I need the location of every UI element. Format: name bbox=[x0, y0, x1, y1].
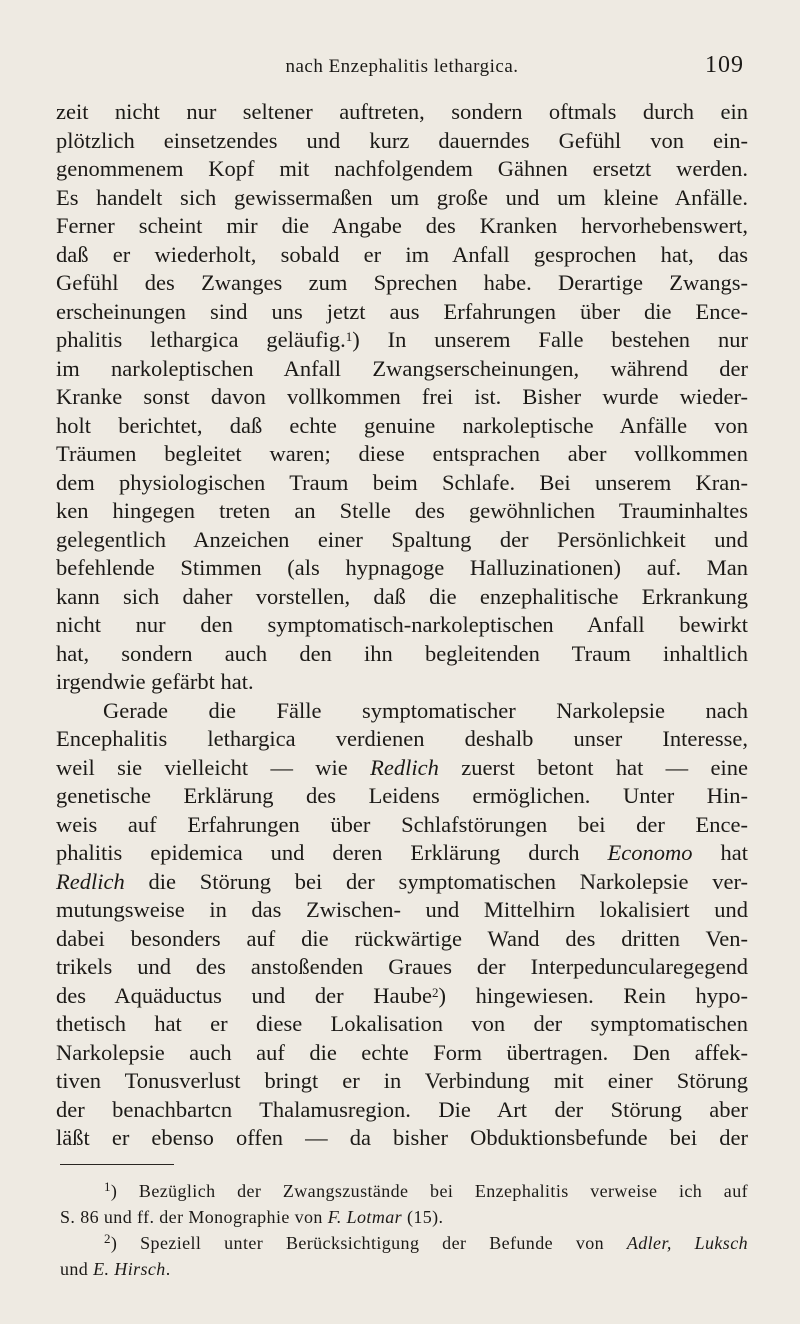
text-line: phalitis epidemica und deren Erklärung durch Economo hat bbox=[56, 840, 748, 865]
footnote-divider bbox=[60, 1164, 174, 1165]
author-name: E. Hirsch bbox=[93, 1259, 166, 1279]
page-number: 109 bbox=[705, 52, 744, 78]
text-line: Gerade die Fälle symptomatischer Narkolepsie nach bbox=[103, 697, 748, 723]
footnote-marker: 2 bbox=[104, 1231, 111, 1246]
author-name: Economo bbox=[607, 840, 693, 865]
text-line: nicht nur den symptomatisch-narkoleptischen Anfall bewirkt bbox=[56, 612, 748, 637]
text-line: des Aquäductus und der Haube$^2$) hingewiesen. Rein hypo- bbox=[56, 982, 748, 1008]
body-text bbox=[56, 98, 748, 1153]
text-line: irgendwie gefärbt hat. bbox=[56, 669, 254, 694]
text-line: hat, sondern auch den ihn begleitenden Traum inhaltlich bbox=[56, 640, 748, 666]
footnote-2-cont: und E. Hirsch. bbox=[60, 1259, 171, 1279]
text-line: Gefühl des Zwanges zum Sprechen habe. Derartige Zwangs- bbox=[56, 270, 748, 295]
text-line: dem physiologischen Traum beim Schlafe. Bei unserem Kran- bbox=[56, 469, 748, 495]
author-name: F. Lotmar bbox=[327, 1207, 403, 1227]
text-line: im narkoleptischen Anfall Zwangserscheinungen, während der bbox=[56, 355, 748, 381]
text-line: daß er wiederholt, sobald er im Anfall gesprochen hat, das bbox=[56, 241, 748, 267]
footnote-ref-2: 2 bbox=[432, 984, 439, 1000]
text-line: Redlich die Störung bei der symptomatischen Narkolepsie ver- bbox=[56, 868, 748, 894]
author-name: Redlich bbox=[370, 754, 439, 780]
text-line: befehlende Stimmen (als hypnagoge Halluzinationen) auf. Man bbox=[56, 555, 748, 580]
footnote-ref-1: 1 bbox=[345, 329, 353, 344]
text-line: genetische Erklärung des Leidens ermöglichen. Unter Hin- bbox=[56, 783, 748, 808]
footnote-1: $^1$) Bezüglich der Zwangszustände bei Enzephalitis verweise ich auf bbox=[104, 1179, 748, 1201]
text-line: trikels und des anstoßenden Graues der Interpeduncularegegend bbox=[56, 954, 748, 979]
text-line: zeit nicht nur seltener auftreten, sondern oftmals durch ein bbox=[56, 99, 748, 124]
text-line: genommenem Kopf mit nachfolgendem Gähnen ersetzt werden. bbox=[56, 156, 748, 181]
text-line: Kranke sonst davon vollkommen frei ist. Bisher wurde wieder- bbox=[56, 384, 748, 409]
text-line: läßt er ebenso offen — da bisher Obduktionsbefunde bei der bbox=[56, 1125, 748, 1150]
footnote-1-cont: S. 86 und ff. der Monographie von F. Lotmar (15). bbox=[60, 1207, 444, 1227]
text-line: tiven Tonusverlust bringt er in Verbindung mit einer Störung bbox=[56, 1068, 748, 1093]
text-line: kann sich daher vorstellen, daß die enzephalitische Erkrankung bbox=[56, 583, 748, 609]
running-head bbox=[60, 52, 744, 82]
text-line: gelegentlich Anzeichen einer Spaltung der Persönlichkeit und bbox=[56, 526, 748, 552]
text-line: plötzlich einsetzendes und kurz dauerndes Gefühl von ein- bbox=[56, 127, 748, 153]
text-line: Encephalitis lethargica verdienen deshalb unser Interesse, bbox=[56, 726, 748, 751]
footnote-2: $^2$) Speziell unter Berücksichtigung der Befunde von Adler, Luksch bbox=[104, 1231, 748, 1253]
text-line: Es handelt sich gewissermaßen um große und um kleine Anfälle. bbox=[56, 184, 748, 210]
text-line: Narkolepsie auch auf die echte Form übertragen. Den affek- bbox=[56, 1039, 748, 1065]
text-line: der benachbartcn Thalamusregion. Die Art der Störung aber bbox=[56, 1096, 748, 1122]
text-line: erscheinungen sind uns jetzt aus Erfahrungen über die Ence- bbox=[56, 298, 748, 324]
footnotes bbox=[60, 1178, 748, 1282]
text-line: weis auf Erfahrungen über Schlafstörungen bei der Ence- bbox=[56, 811, 748, 837]
text-line: Ferner scheint mir die Angabe des Kranken hervorhebenswert, bbox=[56, 213, 748, 238]
text-line: dabei besonders auf die rückwärtige Wand des dritten Ven- bbox=[56, 925, 748, 951]
footnote-marker: 1 bbox=[104, 1179, 111, 1194]
running-title: nach Enzephalitis lethargica. bbox=[285, 56, 519, 77]
text-line: phalitis lethargica geläufig.$^1$) In unserem Falle bestehen nur bbox=[56, 327, 748, 352]
author-names: Adler, Luksch bbox=[626, 1233, 748, 1253]
text-line: Träumen begleitet waren; diese entsprachen aber vollkommen bbox=[56, 441, 748, 466]
text-line: holt berichtet, daß echte genuine narkoleptische Anfälle von bbox=[56, 412, 748, 438]
author-name: Redlich bbox=[56, 868, 125, 894]
text-line: weil sie vielleicht — wie Redlich zuerst betont hat — eine bbox=[56, 754, 748, 780]
text-line: thetisch hat er diese Lokalisation von der symptomatischen bbox=[56, 1011, 748, 1036]
text-line: mutungsweise in das Zwischen- und Mittelhirn lokalisiert und bbox=[56, 897, 748, 922]
text-line: ken hingegen treten an Stelle des gewöhnlichen Trauminhaltes bbox=[56, 498, 748, 523]
